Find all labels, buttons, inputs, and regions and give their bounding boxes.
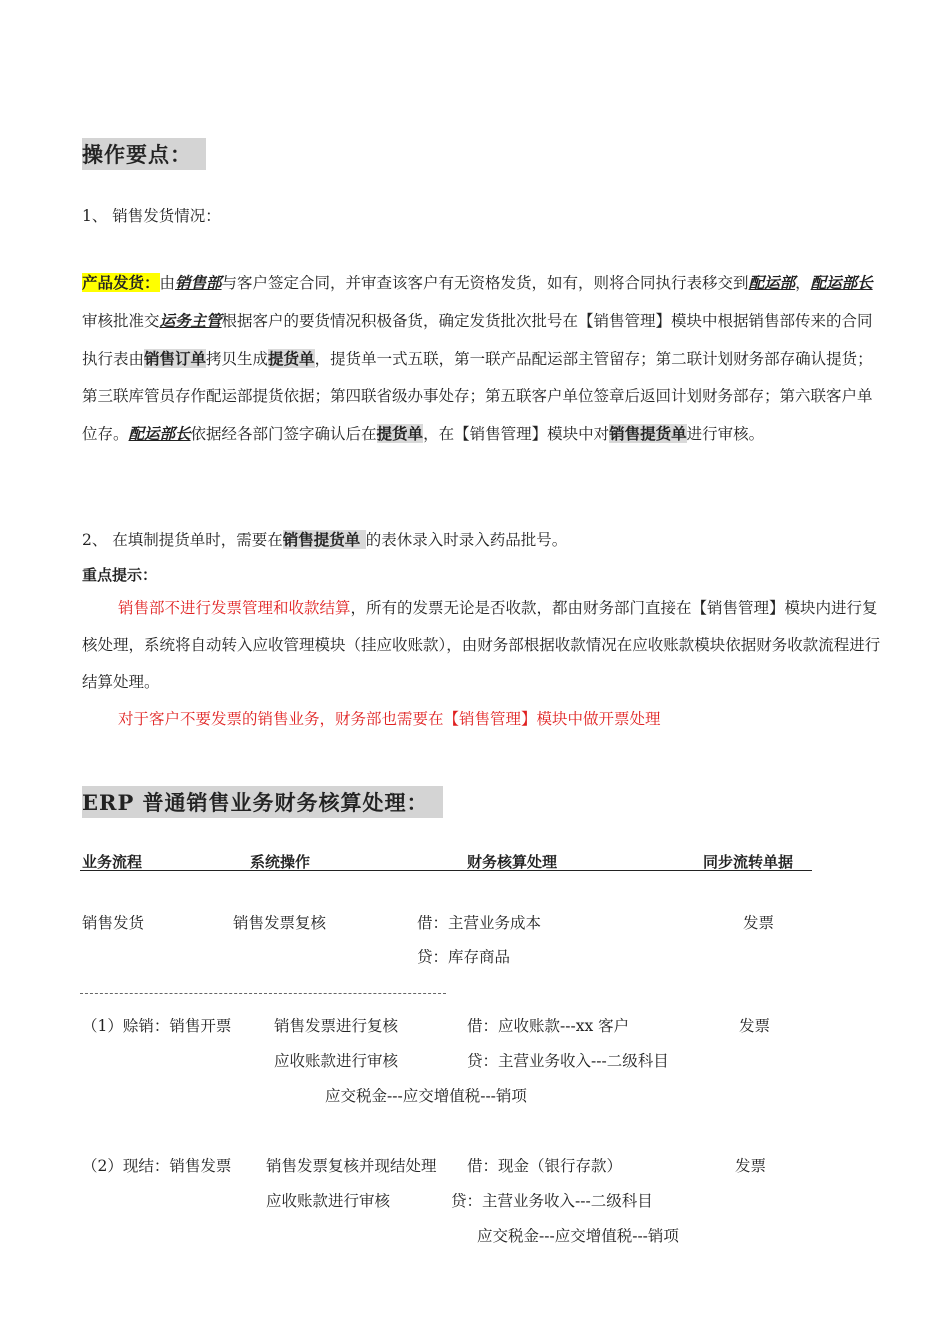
text: 2、 在填制提货单时，需要在 xyxy=(82,531,283,549)
role-shipping-dept: 配运部 xyxy=(748,273,796,292)
header-accounting-treatment: 财务核算处理 xyxy=(467,853,558,871)
row3-debit: 借：现金（银行存款） xyxy=(467,1157,623,1175)
row3-flow: （2）现结：销售发票 xyxy=(82,1157,232,1175)
key-tip-paragraph-1 xyxy=(82,590,882,701)
product-shipping-label: 产品发货： xyxy=(82,273,160,292)
row2-document: 发票 xyxy=(739,1017,771,1035)
key-tip-paragraph-2: 对于客户不要发票的销售业务，财务部也需要在【销售管理】模块中做开票处理 xyxy=(118,710,661,728)
sales-delivery-note-highlight: 销售提货单 xyxy=(282,530,366,549)
role-shipping-head: 配运部长 xyxy=(810,273,873,292)
text: 审核批准交 xyxy=(82,312,160,330)
text: 进行审核。 xyxy=(686,425,765,443)
text: 与客户签定合同，并审查该客户有无资格发货，如有，则将合同执行表移交到 xyxy=(221,274,749,292)
row3-operation-2: 应收账款进行审核 xyxy=(266,1192,391,1210)
header-business-flow: 业务流程 xyxy=(82,853,143,871)
row3-credit: 贷：主营业务收入---二级科目 xyxy=(451,1192,653,1210)
delivery-note-term: 提货单 xyxy=(268,349,315,368)
role-shipping-head-2: 配运部长 xyxy=(128,424,191,443)
section-heading-operation-points: 操作要点： xyxy=(82,138,206,170)
text: ，提货单一式五联，第一联产品配运部主管留存；第二联计划财务部存确认提货；第三联库管员存作配运部提货依据；第四联省级办事处存；第五联客户单位签章后返回计划财务部存；第六联客户单位存。 xyxy=(82,350,873,443)
text: ， xyxy=(795,274,811,292)
section-heading-erp-accounting: ERP 普通销售业务财务核算处理： xyxy=(82,786,443,818)
role-transport-supervisor: 运务主管 xyxy=(159,311,222,330)
key-tip-title: 重点提示： xyxy=(82,566,158,584)
role-sales-dept: 销售部 xyxy=(175,273,222,292)
sales-order-term: 销售订单 xyxy=(144,349,207,368)
row2-debit: 借：应收账款---xx 客户 xyxy=(467,1017,630,1035)
delivery-note-term-2: 提货单 xyxy=(376,424,424,443)
row2-flow: （1）赊销：销售开票 xyxy=(82,1017,232,1035)
row3-credit-2: 应交税金---应交增值税---销项 xyxy=(477,1227,679,1245)
row1-debit: 借：主营业务成本 xyxy=(417,914,542,932)
product-shipping-paragraph xyxy=(82,264,882,453)
dashed-divider xyxy=(80,993,446,994)
sales-delivery-note-term: 销售提货单 xyxy=(609,424,687,443)
text: 拷贝生成 xyxy=(206,350,269,368)
row1-credit: 贷：库存商品 xyxy=(417,948,511,966)
header-sync-documents: 同步流转单据 xyxy=(703,853,794,871)
row2-credit-2: 应交税金---应交增值税---销项 xyxy=(325,1087,527,1105)
text: 依据经各部门签字确认后在 xyxy=(190,425,377,443)
text: ，在【销售管理】模块中对 xyxy=(423,425,610,443)
row1-flow: 销售发货 xyxy=(82,914,145,932)
row2-operation-1: 销售发票进行复核 xyxy=(274,1017,399,1035)
item-2-fill-delivery-note xyxy=(82,528,567,550)
text: 由 xyxy=(159,274,176,292)
row2-credit: 贷：主营业务收入---二级科目 xyxy=(467,1052,669,1070)
text: 根据客户的要货情况积极备货，确定发货批次批号在【销售管理】模块中根据销售部传来的合同执行表由 xyxy=(82,312,873,368)
header-system-operation: 系统操作 xyxy=(250,853,311,871)
row3-document: 发票 xyxy=(735,1157,767,1175)
row2-operation-2: 应收账款进行审核 xyxy=(274,1052,399,1070)
item-1-sales-shipping: 1、 销售发货情况： xyxy=(82,207,221,225)
row3-operation-1: 销售发票复核并现结处理 xyxy=(266,1157,437,1175)
text: ，所有的发票无论是否收款，都由财务部门直接在【销售管理】模块内进行复核处理，系统将自动转入应收管理模块（挂应收账款），由财务部根据收款情况在应收账款模块依据财务收款流程进行结算处理。 xyxy=(82,599,881,691)
row1-operation: 销售发票复核 xyxy=(233,914,327,932)
text: 的表休录入时录入药品批号。 xyxy=(365,531,568,549)
header-underline xyxy=(80,870,812,871)
row1-document: 发票 xyxy=(743,914,775,932)
key-tip-red-text: 销售部不进行发票管理和收款结算 xyxy=(118,599,351,617)
